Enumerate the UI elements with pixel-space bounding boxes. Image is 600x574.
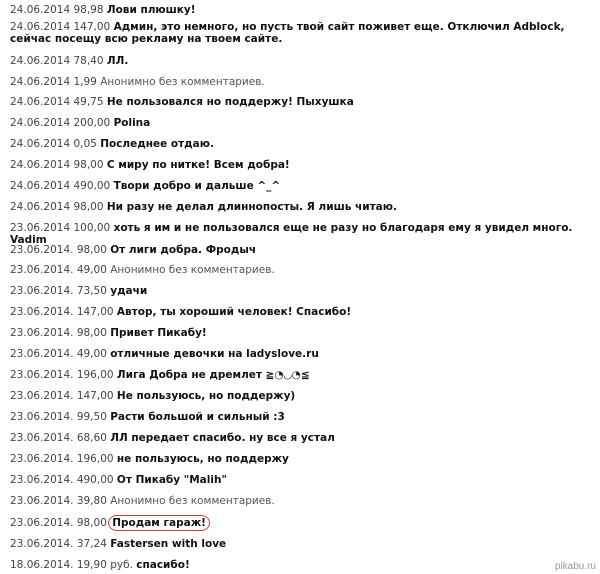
donation-amount: 490,00 xyxy=(76,474,114,486)
donation-row xyxy=(10,4,590,16)
donation-amount: 68,60 xyxy=(76,432,107,444)
donation-amount: 99,50 xyxy=(76,411,107,423)
donation-row xyxy=(10,411,590,423)
donation-amount: 98,00 xyxy=(73,159,104,171)
donation-date: 24.06.2014 xyxy=(10,4,71,16)
donation-amount: 49,00 xyxy=(76,348,107,360)
donation-row xyxy=(10,76,590,88)
donation-amount: 98,00 xyxy=(76,327,107,339)
donation-amount: 100,00 xyxy=(73,222,111,234)
donation-date: 23.06.2014. xyxy=(10,495,74,507)
donation-amount: 49,00 xyxy=(76,264,107,276)
donation-date: 23.06.2014. xyxy=(10,244,74,256)
donation-date: 23.06.2014. xyxy=(10,285,74,297)
donation-message: С миру по нитке! Всем добра! xyxy=(106,159,290,171)
donation-amount: 0,05 xyxy=(73,138,97,150)
donation-amount: 147,00 xyxy=(73,21,111,33)
donation-date: 23.06.2014. xyxy=(10,369,74,381)
donation-date: 23.06.2014. xyxy=(10,474,74,486)
donation-date: 24.06.2014 xyxy=(10,76,71,88)
donation-date: 23.06.2014. xyxy=(10,306,74,318)
donation-date: 23.06.2014. xyxy=(10,432,74,444)
donation-row xyxy=(10,327,590,339)
site-watermark: pikabu.ru xyxy=(554,561,596,572)
donation-row xyxy=(10,390,590,402)
donation-date: 24.06.2014 xyxy=(10,201,71,213)
donation-amount: 73,50 xyxy=(76,285,107,297)
donation-amount: 1,99 xyxy=(73,76,97,88)
donation-date: 24.06.2014 xyxy=(10,55,71,67)
donation-amount: 490,00 xyxy=(73,180,111,192)
donation-message: Расти большой и сильный :3 xyxy=(110,411,285,423)
donation-message: спасибо! xyxy=(136,559,190,571)
donation-row xyxy=(10,159,590,171)
donation-amount: 98,00 xyxy=(76,244,107,256)
donation-row xyxy=(10,55,590,67)
donation-row xyxy=(10,244,590,256)
donation-message: Админ, это немного, но пусть твой сайт поживет еще. Отключил Adblock, сейчас посещу всю рекламу на твоем сайте. xyxy=(10,21,565,45)
donation-date: 23.06.2014. xyxy=(10,264,74,276)
donation-message: хоть я им и не пользовался еще не разу но благодаря ему я увидел много. Vadim xyxy=(10,222,573,246)
donation-row xyxy=(10,369,590,381)
donation-row xyxy=(10,201,590,213)
donation-row xyxy=(10,180,590,192)
donation-date: 24.06.2014 xyxy=(10,180,71,192)
donation-row xyxy=(10,21,590,45)
donation-date: 24.06.2014 xyxy=(10,96,71,108)
donation-message: От Пикабу "Malih" xyxy=(116,474,227,486)
donation-row xyxy=(10,264,590,276)
donation-message: ЛЛ. xyxy=(106,55,129,67)
donation-message: Polina xyxy=(113,117,151,129)
donation-amount: 196,00 xyxy=(76,453,114,465)
donation-date: 24.06.2014 xyxy=(10,159,71,171)
donation-amount: 49,75 xyxy=(73,96,104,108)
donation-amount: 200,00 xyxy=(73,117,111,129)
donation-message: не пользуюсь, но поддержу xyxy=(116,453,289,465)
donation-row xyxy=(10,222,590,246)
donation-message: Лига Добра не дремлет ≧◔◡◔≦ xyxy=(116,369,310,381)
donation-date: 23.06.2014 xyxy=(10,222,71,234)
donation-amount: 196,00 xyxy=(76,369,114,381)
donation-row xyxy=(10,432,590,444)
donation-message: Не пользуюсь, но поддержу) xyxy=(116,390,296,402)
donation-row xyxy=(10,538,590,550)
donation-message: Анонимно без комментариев. xyxy=(110,264,275,276)
donation-amount: 19,90 руб. xyxy=(76,559,133,571)
donation-row xyxy=(10,474,590,486)
donation-row xyxy=(10,285,590,297)
donation-amount: 78,40 xyxy=(73,55,104,67)
donation-message: Не пользовался но поддержу! Пыхушка xyxy=(106,96,354,108)
donation-row xyxy=(10,559,590,571)
donation-message: Твори добро и дальше ^_^ xyxy=(113,180,281,192)
donation-date: 23.06.2014. xyxy=(10,517,74,529)
donation-date: 18.06.2014. xyxy=(10,559,74,571)
donation-message: удачи xyxy=(110,285,148,297)
donation-message: Анонимно без комментариев. xyxy=(110,495,275,507)
donation-date: 24.06.2014 xyxy=(10,117,71,129)
donation-date: 23.06.2014. xyxy=(10,538,74,550)
donation-amount: 98,98 xyxy=(73,4,104,16)
donation-date: 23.06.2014. xyxy=(10,327,74,339)
donation-message: Последнее отдаю. xyxy=(100,138,214,150)
donation-row xyxy=(10,453,590,465)
donation-amount: 98,00 xyxy=(73,201,104,213)
donation-message: Fastersen with love xyxy=(110,538,227,550)
donation-message: Анонимно без комментариев. xyxy=(100,76,265,88)
donation-row xyxy=(10,517,590,529)
donation-row xyxy=(10,495,590,507)
donation-row xyxy=(10,348,590,360)
donation-date: 24.06.2014 xyxy=(10,138,71,150)
donation-row xyxy=(10,96,590,108)
donation-amount: 147,00 xyxy=(76,306,114,318)
donation-amount: 98,00 xyxy=(76,517,107,529)
donation-date: 23.06.2014. xyxy=(10,348,74,360)
donation-message-highlighted: Продам гараж! xyxy=(108,515,210,531)
donation-message: От лиги добра. Фродыч xyxy=(110,244,257,256)
donation-amount: 37,24 xyxy=(76,538,107,550)
donation-message: Привет Пикабу! xyxy=(110,327,207,339)
donation-date: 24.06.2014 xyxy=(10,21,71,33)
donation-row xyxy=(10,138,590,150)
donation-message: Ни разу не делал длиннопосты. Я лишь читаю. xyxy=(106,201,397,213)
donation-row xyxy=(10,306,590,318)
donation-date: 23.06.2014. xyxy=(10,390,74,402)
donation-date: 23.06.2014. xyxy=(10,453,74,465)
donation-message: Автор, ты хороший человек! Спасибо! xyxy=(116,306,352,318)
donation-amount: 39,80 xyxy=(76,495,107,507)
donation-message: Лови плюшку! xyxy=(106,4,196,16)
donation-message: ЛЛ передает спасибо. ну все я устал xyxy=(110,432,335,444)
donation-date: 23.06.2014. xyxy=(10,411,74,423)
donation-message: отличные девочки на ladyslove.ru xyxy=(110,348,319,360)
donation-row xyxy=(10,117,590,129)
donation-amount: 147,00 xyxy=(76,390,114,402)
